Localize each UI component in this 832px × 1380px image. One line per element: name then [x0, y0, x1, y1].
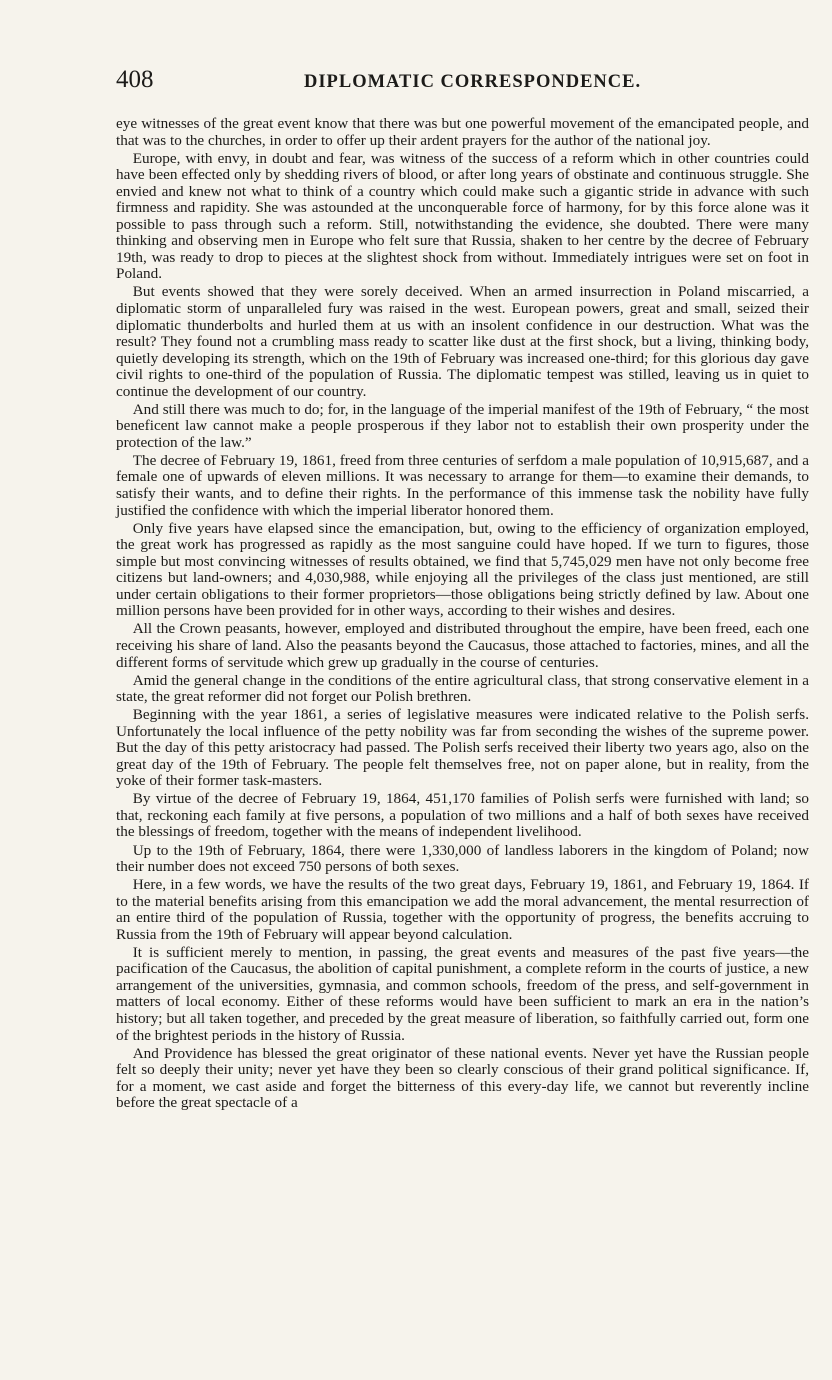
paragraph: The decree of February 19, 1861, freed from three centuries of serfdom a male population of 10,915,687, and a female one of upwards of eleven millions. It was necessary to arrange for them—to examine their demands, to satisfy their wants, and to define their rights. In the performance of this immense task the nobility have fully justified the confidence with which the imperial liberator honored them.	[116, 451, 809, 519]
paragraph: Europe, with envy, in doubt and fear, was witness of the success of a reform which in other countries could have been effected only by shedding rivers of blood, or after long years of obstinate and continuous struggle. She envied and knew not what to think of a country which could make such a gigantic stride in advance with such firmness and rapidity. She was astounded at the unconquerable force of harmony, for by this force alone was it possible to pass through such a reform. Still, notwithstanding the evidence, she doubted. There were many thinking and observing men in Europe who felt sure that Russia, shaken to her centre by the decree of February 19th, was ready to drop to pieces at the slightest shock from without. Immediately intrigues were set on foot in Poland.	[116, 149, 809, 283]
paragraph-continued: eye witnesses of the great event know that there was but one powerful movement of the emancipated people, and that was to the churches, in order to offer up their ardent prayers for the author of the national joy.	[116, 115, 809, 149]
paragraph: Here, in a few words, we have the results of the two great days, February 19, 1861, and February 19, 1864. If to the material benefits arising from this emancipation we add the moral advancement, the mental resurrection of an entire third of the population of Russia, together with the opportunity of progress, the benefits accruing to Russia from the 19th of February will appear beyond calculation.	[116, 876, 809, 943]
page-number: 408	[116, 66, 154, 93]
paragraph: By virtue of the decree of February 19, 1864, 451,170 families of Polish serfs were furnished with land; so that, reckoning each family at five persons, a population of two millions and a half of both sexes have received the blessings of freedom, together with the means of independent livelihood.	[116, 790, 809, 841]
paragraph: Beginning with the year 1861, a series of legislative measures were indicated relative to the Polish serfs. Unfortunately the local influence of the petty nobility was far from seconding the wishes of the supreme power. But the day of this petty aristocracy had passed. The Polish serfs received their liberty two years ago, also on the great day of the 19th of February. The people felt themselves free, not on paper alone, but in reality, from the yoke of their former task-masters.	[116, 706, 809, 790]
paragraph: All the Crown peasants, however, employed and distributed throughout the empire, have been freed, each one receiving his share of land. Also the peasants beyond the Caucasus, those attached to factories, mines, and all the different forms of servitude which grew up gradually in the course of centuries.	[116, 620, 809, 671]
paragraph: Amid the general change in the conditions of the entire agricultural class, that strong conservative element in a state, the great reformer did not forget our Polish brethren.	[116, 671, 809, 706]
paragraph: And Providence has blessed the great originator of these national events. Never yet have the Russian people felt so deeply their unity; never yet have they been so clearly conscious of their grand political significance. If, for a moment, we cast aside and forget the bitterness of this every-day life, we cannot but reverently incline before the great spectacle of a	[116, 1044, 809, 1112]
paragraph: And still there was much to do; for, in the language of the imperial manifest of the 19th of February, “ the most beneficent law cannot make a people prosperous if they labor not to establish their own prosperity under the protection of the law.”	[116, 400, 809, 451]
body-text	[116, 116, 809, 1113]
paragraph: Up to the 19th of February, 1864, there were 1,330,000 of landless laborers in the kingdom of Poland; now their number does not exceed 750 persons of both sexes.	[116, 841, 809, 876]
paragraph: Only five years have elapsed since the emancipation, but, owing to the efficiency of organization employed, the great work has progressed as rapidly as the most sanguine could have hoped. If we turn to figures, those simple but most convincing witnesses of results obtained, we find that 5,745,029 men have not only become free citizens but land-owners; and 4,030,988, while enjoying all the privileges of the class just mentioned, are still under certain obligations to their former proprietors—those obligations being strictly defined by law. About one million persons have been provided for in other ways, according to their wishes and desires.	[116, 519, 809, 620]
paragraph: It is sufficient merely to mention, in passing, the great events and measures of the past five years—the pacification of the Caucasus, the abolition of capital punishment, a complete reform in the courts of justice, a new arrangement of the universities, gymnasia, and common schools, freedom of the press, and self-government in matters of local economy. Either of these reforms would have been sufficient to mark an era in the nation’s history; but all taken together, and preceded by the great measure of liberation, so faithfully carried out, form one of the brightest periods in the history of Russia.	[116, 943, 809, 1044]
paragraph: But events showed that they were sorely deceived. When an armed insurrection in Poland miscarried, a diplomatic storm of unparalleled fury was raised in the west. European powers, great and small, seized their diplomatic thunderbolts and hurled them at us with an insolent confidence in our destruction. What was the result? They found not a crumbling mass ready to scatter like dust at the first shock, but a living, thinking body, quietly developing its strength, which on the 19th of February was increased one-third; for this glorious day gave civil rights to one-third of the population of Russia. The diplomatic tempest was stilled, leaving us in quiet to continue the development of our country.	[116, 283, 809, 400]
page-header	[116, 66, 812, 100]
running-head: DIPLOMATIC CORRESPONDENCE.	[304, 72, 642, 92]
